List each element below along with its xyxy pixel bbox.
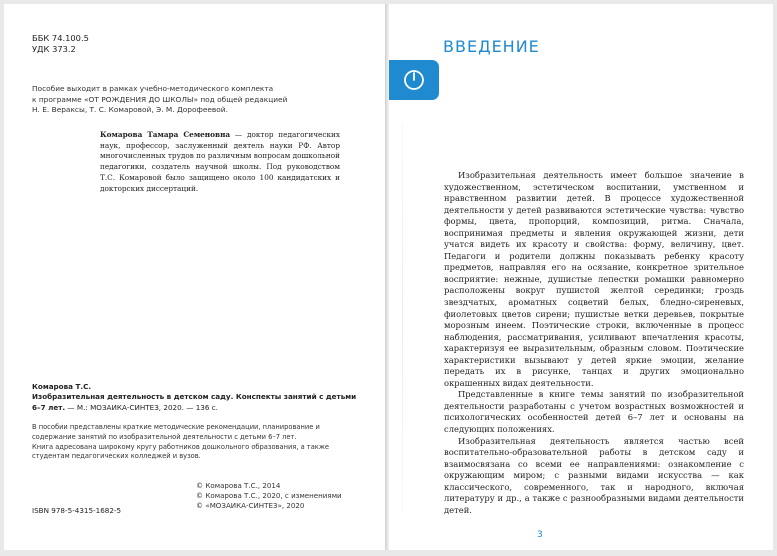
chapter-tab (389, 60, 439, 100)
chapter-title: ВВЕДЕНИЕ (443, 37, 540, 56)
copyright-line-2: © Комарова Т.С., 2020, с изменениями (196, 490, 342, 500)
biblio-title: Изобразительная деятельность в детском саду. Конспекты занятий с детьми 6–7 лет. (32, 392, 357, 412)
decorative-line (402, 124, 403, 514)
author-bio-text: — доктор педагогических наук, профессор, заслуженный деятель науки РФ. Автор многочисленных трудов по различным вопросам дошкольной педагогики, создатель научной школы. Под руководством Т.С. Комаровой было защищено около 100 кандидатских и докторских диссертаций. (100, 130, 340, 193)
author-name: Комарова Тамара Семеновна (100, 130, 231, 139)
copyright-line-3: © «МОЗАИКА-СИНТЕЗ», 2020 (196, 500, 305, 510)
copyright-block (196, 481, 342, 510)
bbk-code: ББК 74.100.5 (32, 33, 89, 43)
left-page (4, 4, 385, 550)
page-number: 3 (537, 530, 543, 540)
annotation (32, 423, 362, 462)
series-note (32, 84, 322, 116)
classification-codes (32, 33, 89, 55)
biblio-author: Комарова Т.С. (32, 382, 92, 391)
paragraph-2: Представленные в книге темы занятий по изобразительной деятельности разработаны с учетом возрастных возможностей и психологических особенностей детей 6–7 лет и основаны на следующих положениях. (444, 389, 744, 435)
series-note-line-1: Пособие выходит в рамках учебно-методического комплекта (32, 84, 274, 93)
copyright-line-1: © Комарова Т.С., 2014 (196, 481, 281, 490)
right-page (389, 4, 773, 550)
body-text (444, 170, 744, 516)
paragraph-1: Изобразительная деятельность имеет большое значение в художественном, эстетическом воспитании, умственном и нравственном развитии детей. В процессе художественной деятельности у детей развиваются эстетические чувства: чувство формы, цвета, пропорций, композиций, ритма. Сначала, воспринимая предметы и явления окружающей жизни, дети учатся видеть их красоту и свойства: форму, величину, цвет. Педагоги и родители должны показывать ребенку красоту предметов, направляя его на осязание, конкретное зрительное восприятие: нежные, душистые лепестки ромашки равномерно расположены вокруг пушистой желтой серединки; гроздь звездчатых, ароматных соцветий белых, бледно-сиреневых, фиолетовых цветов сирени; пушистые ветки деревьев, покрытые морозным инеем. Поэтические строки, включенные в процесс наблюдения, рассматривания, усиливают впечатления красоты, характеризуя ее выразительным, образным словом. Поэтические характеристики вызывают у детей яркие эмоции, желание передать их в рисунке, танцах и других эмоционально окрашенных видах деятельности. (444, 170, 744, 388)
series-note-line-2: к программе «ОТ РОЖДЕНИЯ ДО ШКОЛЫ» под общей редакцией (32, 94, 288, 104)
author-bio (100, 130, 340, 194)
isbn: ISBN 978-5-4315-1682-5 (32, 506, 122, 515)
paragraph-3: Изобразительная деятельность является частью всей воспитательно-образовательной работы в детском саду и взаимосвязана со всеми ее направлениями: ознакомление с окружающим миром; с разными видами искусства — как классического, современного, так и народного, включая литературу и др., а также с разнообразными видами деятельности детей. (444, 435, 744, 515)
bibliographic-record (32, 382, 362, 413)
biblio-publisher: — М.: МОЗАИКА-СИНТЕЗ, 2020. — 136 с. (65, 402, 218, 412)
udk-code: УДК 373.2 (32, 44, 76, 54)
series-note-line-3: Н. Е. Вераксы, Т. С. Комаровой, Э. М. Дорофеевой. (32, 105, 228, 114)
power-icon (402, 68, 426, 92)
annotation-line-2: Книга адресована широкому кругу работников дошкольного образования, а также студентам педагогических колледжей и вузов. (32, 442, 329, 461)
annotation-line-1: В пособии представлены краткие методические рекомендации, планирование и содержание занятий по изобразительной деятельности с детьми 6–7 лет. (32, 423, 320, 441)
